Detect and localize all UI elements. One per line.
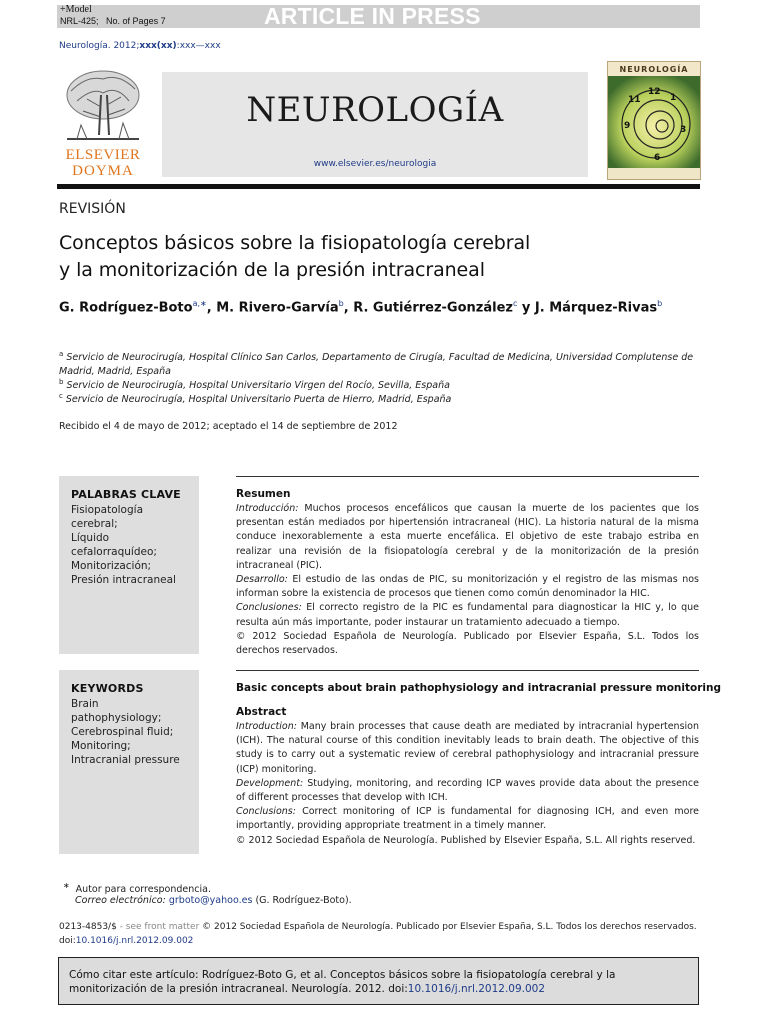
resumen-dev-label: Desarrollo: (236, 574, 288, 586)
journal-cover-image (607, 61, 701, 180)
copyright-line: © 2012 Sociedad Española de Neurología. Publicado por Elsevier España, S.L. Todos los derechos reservados. (202, 922, 697, 932)
author-name[interactable]: J. Márquez-Rivas (534, 300, 658, 316)
keyword-item: Monitoring; (71, 740, 131, 752)
correspondence-note (63, 881, 211, 895)
abstract-concl-text: Correct monitoring of ICP is fundamental for diagnosing ICH, and even more importantly, providing appropriate treatment in a timely manner. (236, 806, 699, 832)
svg-text:6: 6 (654, 153, 661, 163)
author-affiliation-mark[interactable]: b (657, 299, 663, 308)
resumen-concl-label: Conclusiones: (236, 602, 302, 614)
publisher-name-doyma: DOYMA (72, 163, 134, 179)
manuscript-id: NRL-425; (60, 16, 99, 26)
english-title: Basic concepts about brain pathophysiology and intracranial pressure monitoring (236, 682, 721, 694)
article-in-press-text: ARTICLE IN PRESS (264, 3, 481, 29)
resumen-intro-label: Introducción: (236, 503, 299, 514)
how-to-cite-text (69, 968, 689, 996)
abstract-intro-label: Introduction: (236, 721, 297, 732)
email-note (75, 895, 352, 906)
article-title-line-1: Conceptos básicos sobre la fisiopatología cerebral (59, 232, 531, 254)
svg-text:3: 3 (680, 125, 687, 135)
article-in-press-banner (57, 5, 700, 28)
cite-doi-link[interactable]: 10.1016/j.nrl.2012.09.002 (407, 983, 546, 995)
abstract-intro-text: Many brain processes that cause death are mediated by intracranial hypertension (ICH). The natural course of this condition inevitably leads to brain death. The objective of this study is to carry out a systematic review of cerebral pathophysiology and intracranial pressure (ICP) monitoring. (236, 721, 699, 775)
affiliation-mark: b (59, 378, 64, 386)
keywords-list (71, 697, 180, 767)
affiliation-text: Servicio de Neurocirugía, Hospital Universitario Puerta de Hierro, Madrid, España (65, 394, 452, 406)
correspondence-text: Autor para correspondencia. (75, 884, 211, 896)
abstract-copyright: © 2012 Sociedad Española de Neurología. Published by Elsevier España, S.L. All rights reserved. (236, 834, 696, 846)
tree-icon (57, 65, 149, 147)
abstract-heading: Abstract (236, 706, 287, 718)
issn: 0213-4853/$ (59, 922, 117, 932)
keyword-item: Monitorización; (71, 560, 152, 572)
correspondence-mark: ∗ (63, 881, 70, 890)
affiliation-c (59, 389, 701, 407)
resumen-body (236, 502, 699, 658)
resumen-concl-text: El correcto registro de la PIC es fundamental para diagnosticar la HIC y, lo que resulta aún más importante, poder instaurar un tratamiento adecuado a tiempo. (236, 602, 699, 628)
citation-suffix: :xxx—xxx (176, 41, 221, 51)
page-count: No. of Pages 7 (106, 16, 166, 26)
publisher-name-elsevier: ELSEVIER (65, 147, 141, 163)
email-link[interactable]: grboto@yahoo.es (168, 895, 253, 906)
keyword-item: Brain (71, 698, 99, 710)
abstract-dev-text: Studying, monitoring, and recording ICP waves provide data about the presence of different processes that develop with ICH. (236, 777, 700, 804)
resumen-intro-text: Muchos procesos encefálicos que causan la muerte de los pacientes que los presentan están mediados por hipertensión intracraneal (HIC). La historia natural de la misma conduce inexorablemente a esta muerte encefálica. El objetivo de este trabajo estriba en realizar una revisión de la fisiopatología cerebral y de la monitorización de la presión intracraneal (PIC). (236, 503, 699, 571)
how-to-cite-box (58, 957, 699, 1005)
author-affiliation-mark[interactable]: c (512, 299, 518, 308)
keyword-item: cerebral; (71, 518, 118, 530)
author-separator: , (343, 300, 354, 316)
keyword-item: pathophysiology; (71, 712, 162, 724)
svg-text:9: 9 (624, 121, 631, 131)
cite-text: Cómo citar este artículo: Rodríguez-Boto G, et al. Conceptos básicos sobre la fisiopatología cerebral y la monitorización de la presión intracraneal. Neurología. 2012. doi: (69, 969, 616, 995)
keyword-item: Presión intracraneal (71, 574, 176, 586)
resumen-copyright: © 2012 Sociedad Española de Neurología. Publicado por Elsevier España, S.L. Todos los derechos reservados. (236, 630, 699, 657)
author-name[interactable]: M. Rivero-Garvía (216, 300, 339, 316)
citation-prefix: Neurología. 2012; (59, 41, 140, 51)
doi-link[interactable]: 10.1016/j.nrl.2012.09.002 (75, 936, 194, 946)
journal-title: NEUROLOGÍA (246, 90, 504, 130)
svg-text:12: 12 (648, 87, 661, 97)
keywords-heading: PALABRAS CLAVE (71, 488, 181, 501)
author-list (59, 299, 662, 315)
email-label: Correo electrónico: (75, 895, 166, 906)
clock-spiral-icon (608, 62, 700, 179)
keyword-item: Cerebrospinal fluid; (71, 726, 174, 738)
affiliation-mark: c (59, 392, 63, 400)
keywords-list (71, 503, 176, 587)
citation-volume: xxx(xx) (139, 41, 177, 51)
issn-line (59, 922, 697, 932)
keyword-item: Fisiopatología (71, 504, 144, 516)
author-affiliation-mark[interactable]: a,∗ (192, 299, 207, 308)
abstract-divider (236, 670, 699, 671)
resumen-heading: Resumen (236, 488, 291, 500)
author-name[interactable]: G. Rodríguez-Boto (59, 300, 193, 316)
resumen-dev-text: El estudio de las ondas de PIC, su monitorización y el registro de las mismas nos informan sobre la existencia de procesos que tienen como común denominador la HIC. (236, 574, 699, 600)
journal-citation[interactable] (59, 41, 221, 51)
keyword-item: Intracranial pressure (71, 754, 180, 766)
article-title-line-2: y la monitorización de la presión intracraneal (59, 259, 485, 281)
resumen-divider (236, 476, 699, 477)
author-separator: , (206, 300, 217, 316)
author-separator: y (517, 300, 535, 316)
keyword-item: Líquido (71, 532, 110, 544)
header-divider (57, 184, 700, 189)
article-type: REVISIÓN (59, 201, 126, 217)
abstract-concl-label: Conclusions: (236, 806, 296, 818)
email-owner: (G. Rodríguez-Boto). (255, 895, 352, 906)
received-dates: Recibido el 4 de mayo de 2012; aceptado el 14 de septiembre de 2012 (59, 421, 398, 432)
abstract-dev-label: Development: (236, 777, 304, 789)
svg-text:11: 11 (628, 95, 641, 105)
keywords-box-es (59, 476, 199, 654)
keywords-heading: KEYWORDS (71, 682, 144, 695)
keywords-box-en (59, 670, 199, 854)
author-affiliation-mark[interactable]: b (338, 299, 344, 308)
svg-text:1: 1 (670, 93, 677, 103)
manuscript-info (60, 16, 166, 27)
journal-url-link[interactable]: www.elsevier.es/neurologia (313, 159, 437, 169)
keyword-item: cefalorraquídeo; (71, 546, 157, 558)
cover-title: NEUROLOGÍA (619, 65, 689, 74)
doi-line (59, 936, 193, 946)
doi-label: doi: (59, 936, 76, 946)
affiliation-text: Servicio de Neurocirugía, Hospital Clínico San Carlos, Departamento de Cirugía, Facultad de Medicina, Universidad Complutense de Madrid, Madrid, España (59, 352, 694, 378)
affiliation-text: Servicio de Neurocirugía, Hospital Universitario Virgen del Rocío, Sevilla, España (66, 380, 450, 392)
author-name[interactable]: R. Gutiérrez-González (353, 300, 513, 316)
front-matter-note: - see front matter (119, 922, 200, 932)
affiliation-mark: a (59, 350, 64, 358)
model-label: +Model (60, 4, 92, 15)
abstract-body (236, 720, 699, 848)
